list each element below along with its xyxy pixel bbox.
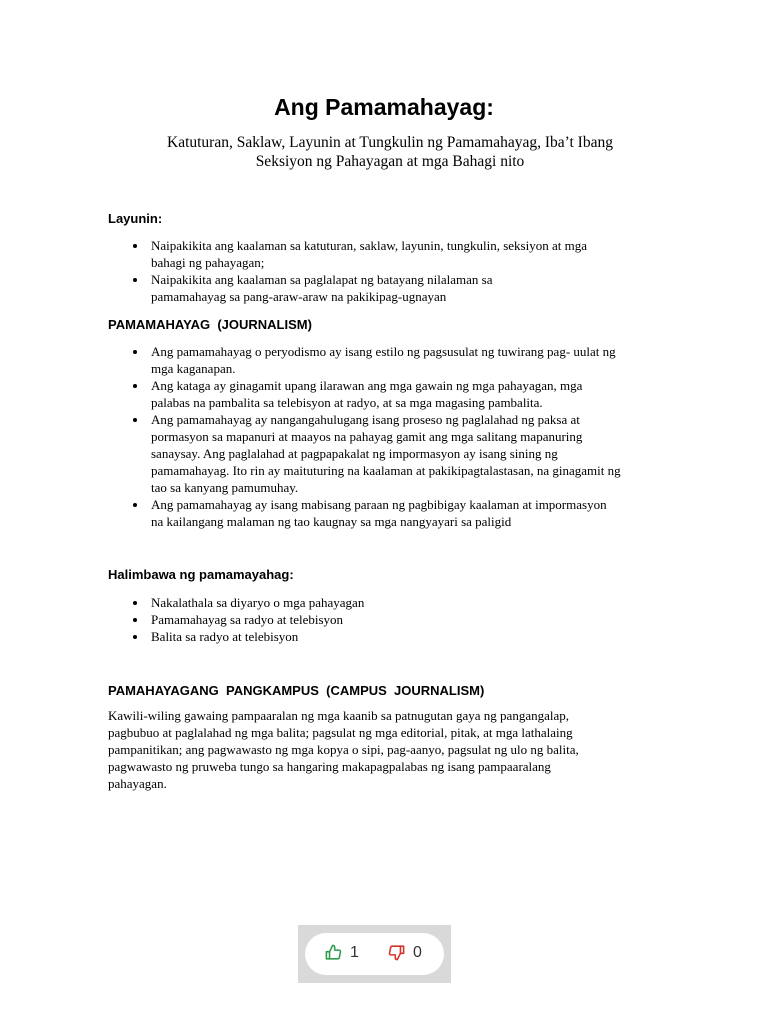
list-item: Balita sa radyo at telebisyon bbox=[0, 628, 671, 645]
layunin-heading: Layunin: bbox=[108, 211, 163, 226]
vote-widget bbox=[298, 925, 451, 983]
list-item: Ang pamamahayag ay nangangahulugang isang proseso ng paglalahad ng paksa at pormasyon sa mapanuri at maayos na pahayag gamit ang mga salitang mapanuring sanaysay. Ang paglalahad at pagpapakalat ng impormasyon ay isang sining ng pamamahayag. Ito rin ay maituturing na kaalaman at pakikipagtalastasan, na ginagamit ng tao sa kanyang pamumuhay. bbox=[0, 411, 671, 496]
list-item: Ang pamamahayag ay isang mabisang paraan ng pagbibigay kaalaman at impormasyon na kailangang malaman ng tao kaugnay sa mga nangyayari sa paligid bbox=[0, 496, 671, 530]
pamamahayag-heading: PAMAMAHAYAG (JOURNALISM) bbox=[108, 317, 312, 332]
page-subtitle: Katuturan, Saklaw, Layunin at Tungkulin ng Pamamahayag, Iba’t Ibang Seksiyon ng Pahayagan at mga Bahagi nito bbox=[167, 134, 613, 170]
layunin-list bbox=[0, 237, 671, 305]
vote-pill bbox=[305, 933, 444, 975]
list-item: Ang kataga ay ginagamit upang ilarawan ang mga gawain ng mga pahayagan, mga palabas na pambalita sa telebisyon at radyo, at sa mga magasing pambalita. bbox=[0, 377, 671, 411]
thumbs-up-icon bbox=[324, 943, 343, 962]
list-item: Pamamahayag sa radyo at telebisyon bbox=[0, 611, 671, 628]
campus-journalism-heading: PAMAHAYAGANG PANGKAMPUS (CAMPUS JOURNALISM) bbox=[108, 683, 485, 698]
halimbawa-heading: Halimbawa ng pamamayahag: bbox=[108, 567, 294, 582]
campus-journalism-paragraph: Kawili-wiling gawaing pampaaralan ng mga kaanib sa patnugutan gaya ng pangangalap, pagbubuo at paglalahad ng mga balita; pagsulat ng mga editorial, pitak, at mga lathalaing pampanitikan; ang pagwawasto ng mga kopya o sipi, pag-aanyo, pagsulat ng ulo ng balita, pagwawasto ng pruweba tungo sa hangaring makapagpalabas ng isang pampaaralang pahayagan. bbox=[108, 708, 579, 791]
thumbs-down-icon bbox=[387, 943, 406, 962]
list-item: Naipakikita ang kaalaman sa katuturan, saklaw, layunin, tungkulin, seksiyon at mga bahagi ng pahayagan; bbox=[0, 237, 671, 271]
list-item: Nakalathala sa diyaryo o mga pahayagan bbox=[0, 594, 671, 611]
list-item: Ang pamamahayag o peryodismo ay isang estilo ng pagsusulat ng tuwirang pag- uulat ng mga kaganapan. bbox=[0, 343, 671, 377]
list-item: Naipakikita ang kaalaman sa paglalapat ng batayang nilalaman sa pamamahayag sa pang-araw-araw na pakikipag-ugnayan bbox=[0, 271, 671, 305]
upvote-button[interactable] bbox=[324, 943, 359, 962]
halimbawa-list bbox=[0, 594, 671, 645]
downvote-button[interactable] bbox=[387, 943, 422, 962]
page-title: Ang Pamamahayag: bbox=[274, 94, 494, 120]
pamamahayag-list bbox=[0, 343, 671, 530]
downvote-count: 0 bbox=[413, 943, 422, 961]
upvote-count: 1 bbox=[350, 943, 359, 961]
